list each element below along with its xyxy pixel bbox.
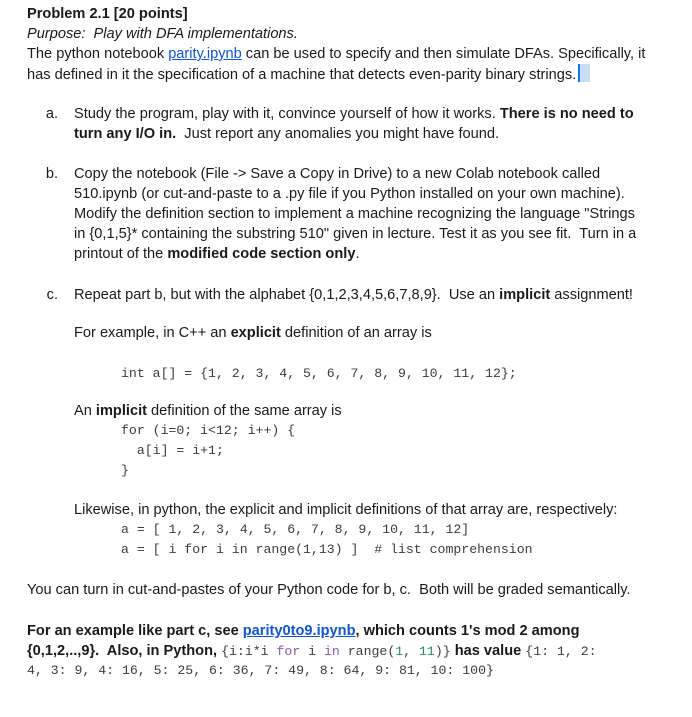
example-text: For example, in C++ an: [74, 325, 231, 341]
part-a-text-2: Just report any anomalies you might have found.: [176, 126, 500, 142]
example-alphabet-text: {0,1,2,..,9}. Also, in Python,: [27, 643, 222, 659]
cpp-explicit-code: int a[] = {1, 2, 3, 4, 5, 6, 7, 8, 9, 10, 11, 12};: [121, 366, 517, 381]
example-line-1: [27, 621, 580, 641]
cpp-loop-line-3: }: [121, 463, 129, 478]
likewise-line: Likewise, in python, the explicit and implicit definitions of that array are, respectively:: [74, 502, 618, 518]
has-value-text: has value: [450, 643, 526, 659]
part-a-bold-2: turn any I/O in.: [74, 126, 177, 142]
code-num-11: 11: [419, 644, 435, 659]
part-a-line-1: [74, 104, 634, 124]
dict-comprehension-code: [221, 644, 451, 659]
code-range: range(: [339, 644, 396, 659]
implicit-intro: [74, 401, 342, 421]
parity0to9-notebook-link[interactable]: parity0to9.ipynb: [242, 623, 356, 639]
example-line-2: [27, 641, 597, 662]
part-c-text: Repeat part b, but with the alphabet {0,1,2,3,4,5,6,7,8,9}. Use an: [74, 287, 500, 303]
cpp-loop-line-2: a[i] = i+1;: [121, 443, 224, 458]
text-cursor: [578, 64, 590, 82]
turn-in-note: You can turn in cut-and-pastes of your Python code for b, c. Both will be graded semantically.: [27, 582, 631, 598]
code-num-1: 1: [395, 644, 404, 659]
example-ref-text-end: , which counts 1's mod 2 among: [355, 623, 580, 639]
part-a-text: Study the program, play with it, convince yourself of how it works.: [74, 106, 500, 122]
code-open: {i:i*i: [221, 644, 277, 659]
code-keyword-in: in: [324, 644, 340, 659]
implicit-text-end: definition of the same array is: [147, 403, 342, 419]
part-c-marker: c.: [46, 287, 58, 303]
intro-text: The python notebook: [27, 46, 169, 62]
problem-title: Problem 2.1 [20 points]: [27, 6, 188, 22]
part-a-marker: a.: [45, 106, 58, 122]
part-b-line-5: [74, 244, 360, 264]
code-comma: ,: [403, 644, 419, 659]
dict-value-continued: 4, 3: 9, 4: 16, 5: 25, 6: 36, 7: 49, 8: 64, 9: 81, 10: 100}: [27, 663, 494, 678]
intro-text-rest: can be used to specify and then simulate DFAs. Specifically, it: [241, 46, 646, 62]
part-b-line-1: Copy the notebook (File -> Save a Copy in Drive) to a new Colab notebook called: [74, 166, 601, 182]
intro-line-2: [27, 64, 590, 85]
purpose-line: Purpose: Play with DFA implementations.: [27, 26, 298, 42]
part-c-bold: implicit: [499, 287, 551, 303]
part-b-marker: b.: [45, 166, 58, 182]
part-b-period: .: [355, 246, 360, 262]
part-b-line-2: 510.ipynb (or cut-and-paste to a .py file if you Python installed on your own machine).: [74, 186, 625, 202]
part-a-line-2: [74, 124, 499, 144]
parity-notebook-link[interactable]: parity.ipynb: [168, 46, 242, 62]
part-b-line-3: Modify the definition section to implement a machine recognizing the language "Strings: [74, 206, 635, 222]
cpp-loop-line-1: for (i=0; i<12; i++) {: [121, 423, 296, 438]
example-bold: explicit: [230, 325, 281, 341]
part-a-bold: There is no need to: [499, 106, 634, 122]
part-c-text-end: assignment!: [550, 287, 633, 303]
code-keyword-for: for: [276, 644, 301, 659]
part-c-line-1: [74, 285, 633, 305]
part-b-bold: modified code section only: [167, 246, 356, 262]
intro-text-2: has defined in it the specification of a machine that detects even-parity binary strings.: [27, 67, 577, 83]
part-b-text: printout of the: [74, 246, 168, 262]
implicit-bold: implicit: [95, 403, 147, 419]
example-ref-text: For an example like part c, see: [27, 623, 243, 639]
py-explicit-code: a = [ 1, 2, 3, 4, 5, 6, 7, 8, 9, 10, 11, 12]: [121, 522, 470, 537]
dict-value-start: {1: 1, 2:: [525, 644, 597, 659]
intro-line-1: [27, 44, 645, 64]
part-b-line-4: in {0,1,5}* containing the substring 510" given in lecture. Test it as you see fit. Turn in a: [74, 226, 637, 242]
cpp-example-intro: [74, 323, 432, 343]
py-implicit-code: a = [ i for i in range(1,13) ] # list comprehension: [121, 542, 533, 557]
code-close: )}: [434, 644, 451, 659]
example-text-end: definition of an array is: [280, 325, 432, 341]
implicit-text: An: [74, 403, 96, 419]
code-var: i: [300, 644, 325, 659]
